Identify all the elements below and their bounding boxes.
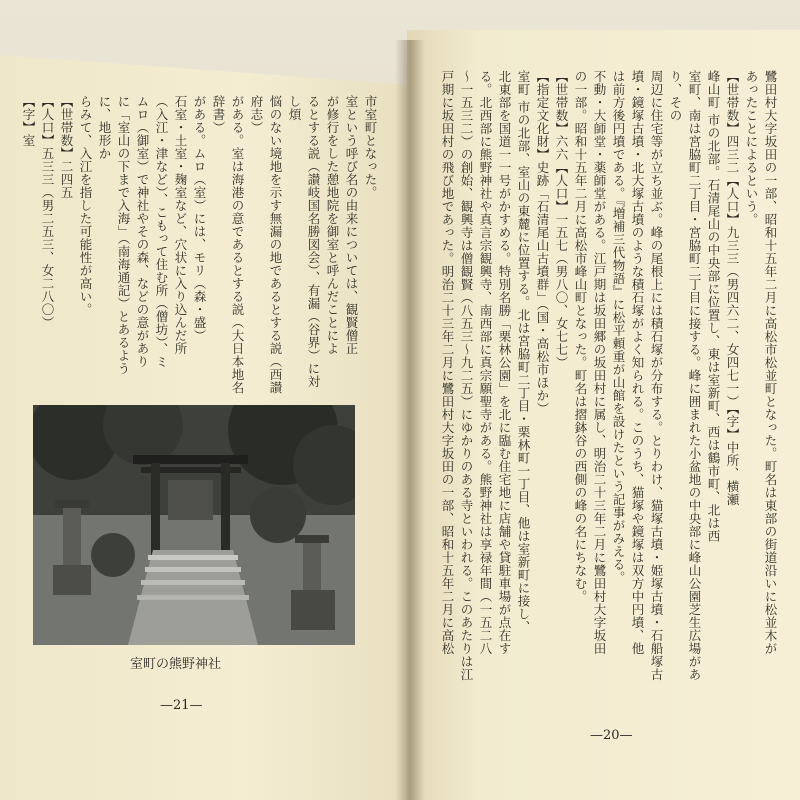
text-line: 〜一五三二）の創始、観興寺は僧観賢（八五三〜九二五）にゆかりのある寺といわれる。このあたりは江 [459,70,474,681]
text-line: が修行をした憩地院を御室と呼んだことによ [325,95,340,355]
text-line: がある。室は海港の意であるとする説（大日本地名辞書） [211,95,245,394]
text-line: 【世帯数】六六【人口】一五七（男八〇、女七七） [554,70,569,369]
text-line: 【人口】五三三（男二五三、女二八〇） [40,95,55,329]
text-line: 悩のない境地を示す無漏の地であるとする説（西讃府志） [249,95,283,394]
text-line: 不動・大師堂・薬師堂がある。江戸期は坂田郷の坂田村に属し、明治二十三年二月に鷺田村大字坂田 [592,70,607,655]
text-line: 北東部を国道一一号がかすめる。特別名勝「栗林公園」を北に臨む住宅地に店舗や貸駐車場が点在す [497,70,512,655]
book-gutter [395,40,425,800]
page-number-right: —20— [590,728,633,743]
shrine-photo [33,405,355,645]
text-line: 【字】室 [21,95,36,147]
text-line: 鷺田村大字坂田の一部、昭和十五年二月に高松市松並町となった。町名は東部の街道沿いに松並木が [763,70,778,655]
text-line: 戸期に坂田村の飛び地であった。明治二十三年二月に鷺田村大字坂田の一部、昭和十五年二月に高松 [440,70,455,655]
text-line: 室という呼び名の由来については、観賢僧正 [344,95,359,355]
text-line: 室町、南は宮脇町二丁目・宮脇町二丁目に接する。峰に囲まれた小盆地の中央部に峰山公園芝生広場があり、その [668,70,702,681]
text-line: らみて、入江を指した可能性が高い。 [78,95,93,316]
text-line: ムロ（御室）で神社やその森、などの意があり [135,95,150,368]
text-line: 【世帯数】二四五 [59,95,74,199]
text-line: の一部。昭和十五年二月に高松市峰山町となった。町名は摺鉢谷の西側の峰の名にちなむ。 [573,70,588,603]
left-page-body-text [21,95,380,395]
right-page-body-text [440,70,780,705]
text-line: る。北西部に熊野神社や真言宗観興寺、南西部に真宗願聖寺がある。熊野神社は享禄年間（一五二八 [478,70,493,655]
text-line: 石室・土室・麹室など、穴状に入り込んだ所 [173,95,188,355]
text-line: 【世帯数】四三二【人口】九三三（男四六二、女四七一）【字】中所、横瀬 [725,70,740,506]
text-line: 峰山町 市の北部。石清尾山の中央部に位置し、東は室新町、西は鶴市町、北は西 [706,70,721,543]
text-line: 周辺に住宅等が立ち並ぶ。峰の尾根上には積石塚が分布する。とりわけ、猫塚古墳・姫塚古墳・石船塚古 [649,70,664,681]
text-line: は前方後円墳である。『増補三代物語』に松平頼重が山館を設けたという記事がみえる。 [611,70,626,584]
text-line: 室町 市の北部、室山の東麓に位置する。北は宮脇町二丁目・栗林町一丁目、他は室新町に接し、 [516,70,531,634]
text-line: あったことによるという。 [744,70,759,226]
text-line: 市室町となった。 [363,95,378,199]
text-line: 【指定文化財】史跡「石清尾山古墳群」（国・高松市ほか） [535,70,550,415]
text-line: るとする説（讃岐国名勝図会）、有漏（谷界）に対し煩 [287,95,321,388]
text-line: 墳・鏡塚古墳・北大塚古墳のような積石塚がよく知られる。このうち、猫塚や鏡塚は双方中円墳、他 [630,70,645,655]
photo-caption: 室町の熊野神社 [130,657,222,672]
page-number-left: —21— [160,698,203,713]
text-line: （入江・津など）、こもって住む所（僧坊）、ミ [154,95,169,369]
text-line: に「室山の下まで入海」（南海通記）とあるように、地形か [97,95,131,375]
text-line: がある。ムロ（室）には、モリ（森・盛） [192,95,207,342]
